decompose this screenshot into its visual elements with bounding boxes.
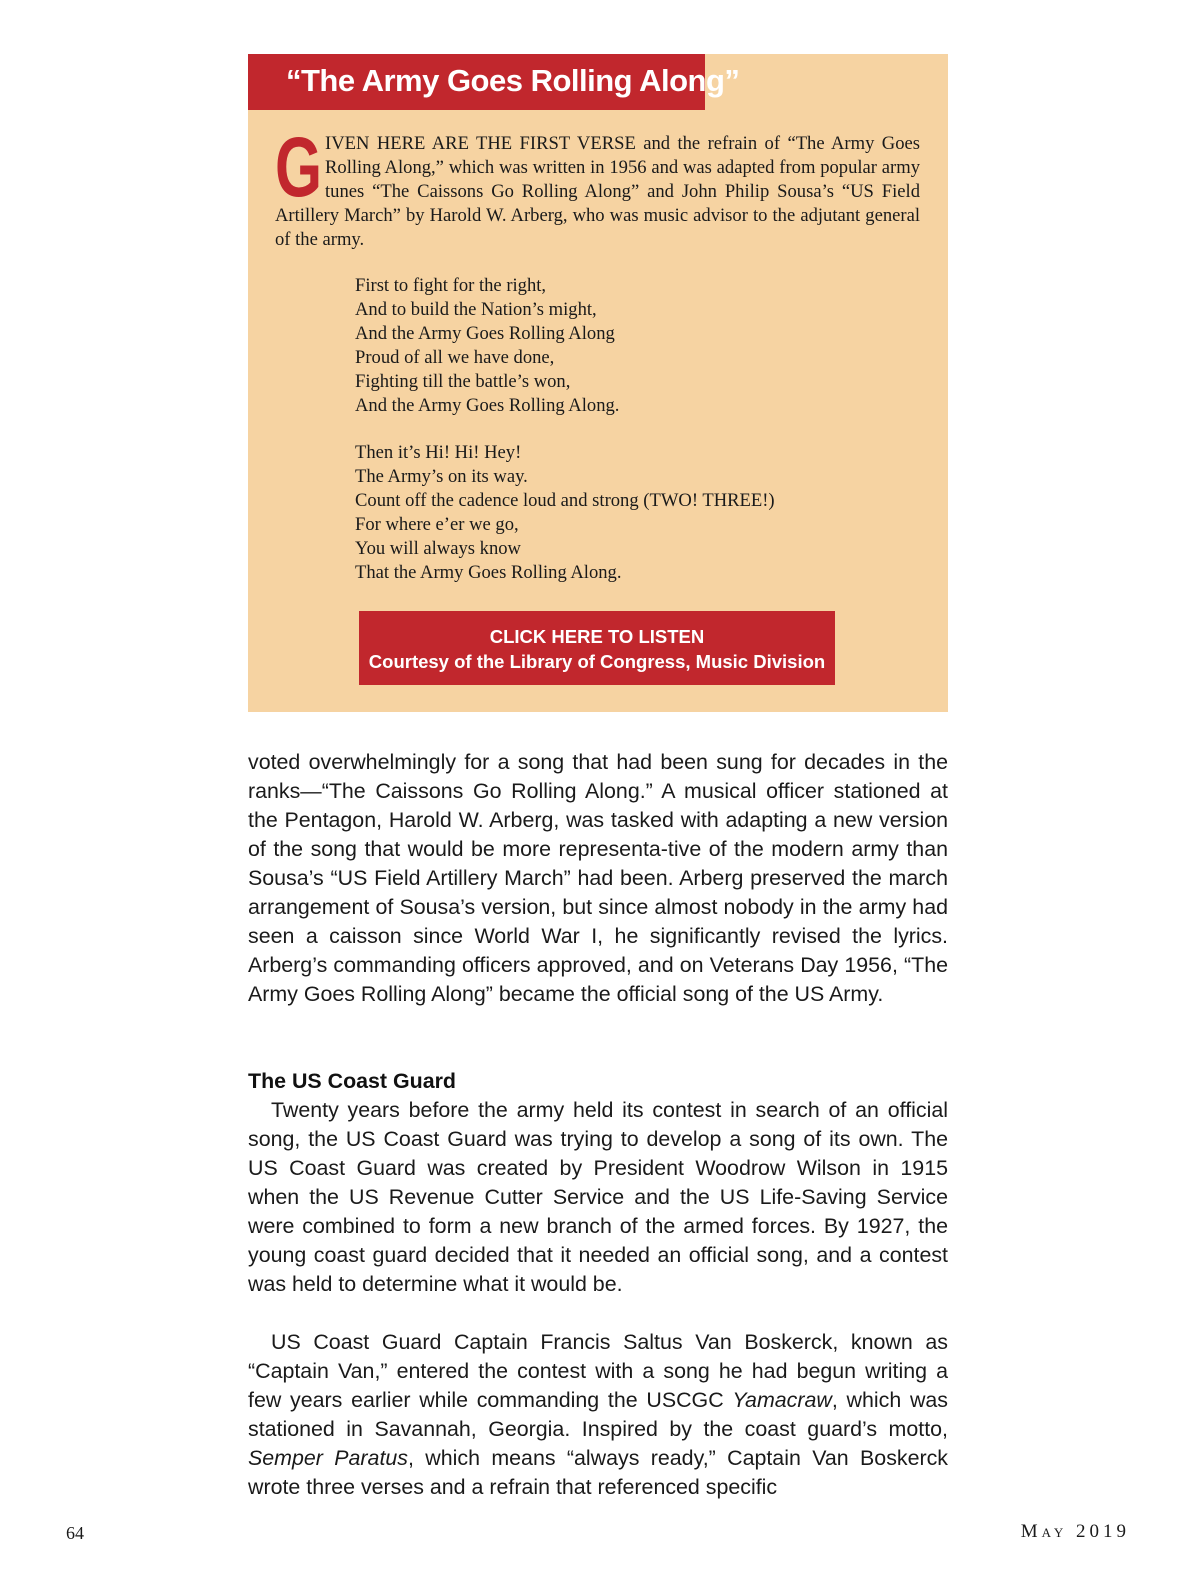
section-heading: The US Coast Guard — [248, 1069, 456, 1093]
intro-text: and the refrain of “The Army Goes Rolling Along,” which was written in 1956 and was adapted from popular army tunes “The Caissons Go Rolling Along” and John Philip Sousa’s “US Field Artillery March” by Harold W. Arberg, who was music advisor to the adjutant general of the army. — [275, 133, 920, 250]
paragraph-text: , which means “always ready,” Captain Van Boskerck wrote three verses and a refrain that referenced specific — [248, 1446, 949, 1499]
intro-lead: IVEN HERE ARE THE FIRST VERSE — [325, 133, 636, 154]
page-number: 64 — [66, 1523, 84, 1543]
article-paragraph — [248, 1328, 948, 1502]
verse-line: First to fight for the right, — [355, 275, 547, 296]
refrain-line: The Army’s on its way. — [355, 466, 528, 487]
refrain-line: You will always know — [355, 538, 521, 559]
paragraph-text: , which was stationed in Savannah, Georgia. Inspired by the coast guard’s motto, — [248, 1388, 948, 1441]
listen-button-label: CLICK HERE TO LISTEN — [489, 626, 705, 647]
refrain — [355, 441, 915, 585]
refrain-line: Count off the cadence loud and strong (TWO! THREE!) — [355, 490, 775, 511]
listen-button[interactable] — [359, 611, 835, 685]
song-sidebar — [248, 54, 948, 712]
motto: Semper Paratus — [248, 1446, 408, 1470]
drop-cap: G — [275, 120, 323, 214]
issue-date: May 2019 — [1020, 1521, 1130, 1542]
paragraph-text: US Coast Guard Captain Francis Saltus Van Boskerck, known as “Captain Van,” entered the contest with a song he had begun writing a few years earlier while commanding the USCGC — [248, 1330, 948, 1412]
listen-button-credit: Courtesy of the Library of Congress, Music Division — [368, 651, 826, 672]
verse-line: And to build the Nation’s might, — [355, 299, 597, 320]
article-paragraph: Twenty years before the army held its contest in search of an official song, the US Coast Guard was trying to develop a song of its own. The US Coast Guard was created by President Woodrow Wilson in 1915 when the US Revenue Cutter Service and the US Life-Saving Service were combined to form a new branch of the armed forces. By 1927, the young coast guard decided that it needed an official song, and a contest was held to determine what it would be. — [248, 1098, 948, 1296]
refrain-line: That the Army Goes Rolling Along. — [355, 562, 622, 583]
refrain-line: Then it’s Hi! Hi! Hey! — [355, 442, 522, 463]
article-paragraph: voted overwhelmingly for a song that had been sung for decades in the ranks—“The Caissons Go Rolling Along.” A musical officer stationed at the Pentagon, Harold W. Arberg, was tasked with adapting a new version of the song that would be more representa-tive of the modern army than Sousa’s “US Field Artillery March” had been. Arberg preserved the march arrangement of Sousa’s version, but since almost nobody in the army had seen a caisson since World War I, he significantly revised the lyrics. Arberg’s commanding officers approved, and on Veterans Day 1956, “The Army Goes Rolling Along” became the official song of the US Army. — [248, 750, 948, 1006]
verse-line: And the Army Goes Rolling Along. — [355, 395, 620, 416]
verse-line: Fighting till the battle’s won, — [355, 371, 571, 392]
verse-line: And the Army Goes Rolling Along — [355, 323, 615, 344]
ship-name: Yamacraw — [732, 1388, 832, 1412]
refrain-line: For where e’er we go, — [355, 514, 519, 535]
first-verse — [355, 274, 915, 418]
sidebar-title: “The Army Goes Rolling Along” — [248, 54, 705, 110]
sidebar-intro — [275, 120, 920, 252]
verse-line: Proud of all we have done, — [355, 347, 555, 368]
